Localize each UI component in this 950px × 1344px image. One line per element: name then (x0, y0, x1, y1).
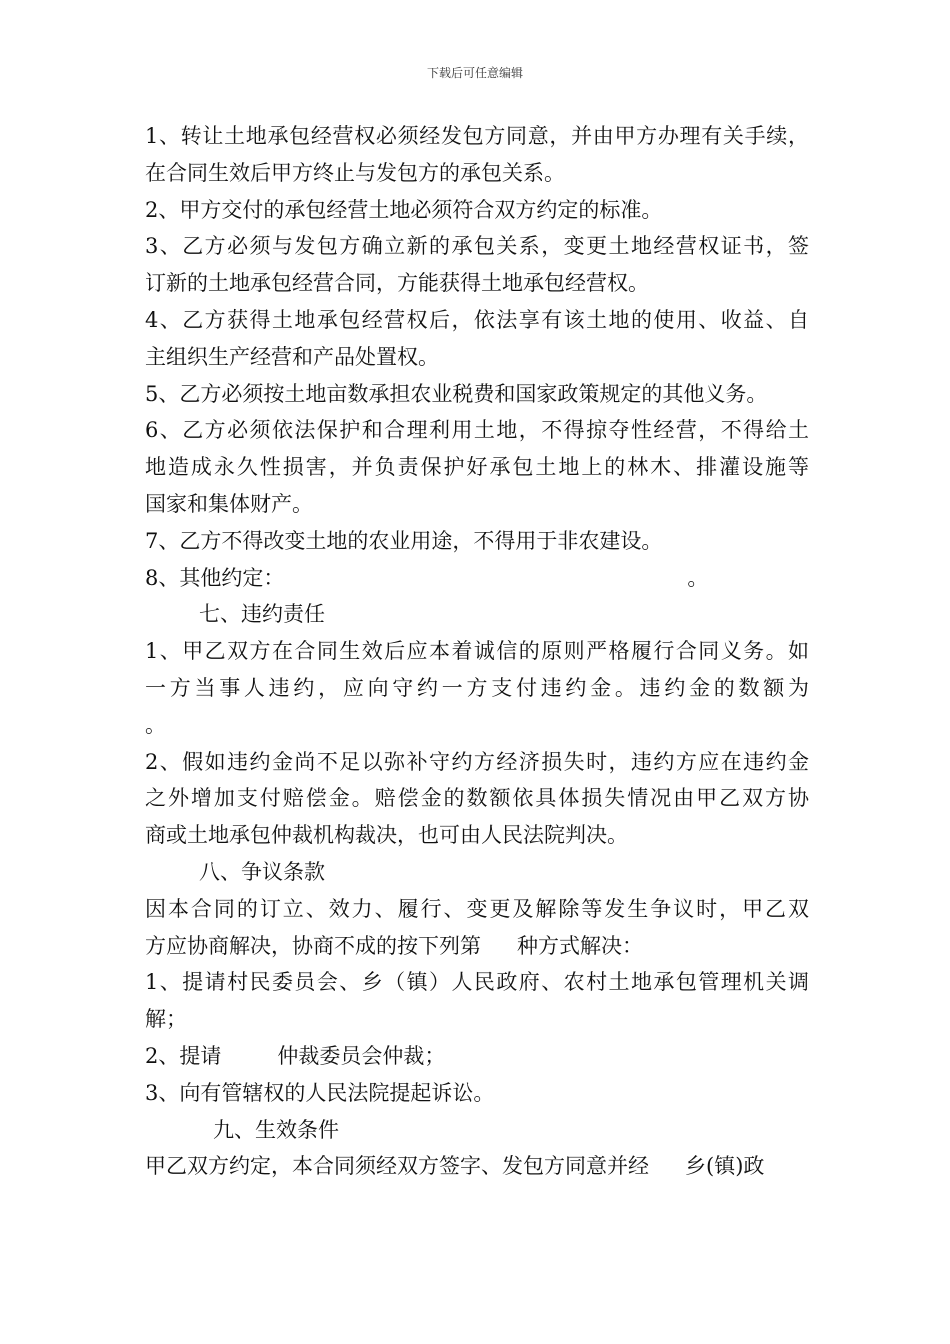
clause-6-8-end: 。 (687, 565, 709, 590)
clause-6-3-line-2: 订新的土地承包经营合同，方能获得土地承包经营权。 (145, 271, 649, 296)
clause-8-1-line-1: 1、提请村民委员会、乡（镇）人民政府、农村土地承包管理机关调 (145, 970, 809, 995)
section-8-intro-line-2 (145, 928, 809, 965)
section-9-part-1: 甲乙双方约定，本合同须经双方签字、发包方同意并经 (145, 1154, 649, 1179)
section-9-line-1 (145, 1148, 809, 1185)
clause-7-1-line-2: 一方当事人违约，应向守约一方支付违约金。违约金的数额为 (145, 675, 809, 700)
clause-6-5: 5、乙方必须按土地亩数承担农业税费和国家政策规定的其他义务。 (145, 381, 768, 406)
clause-8-1-line-2: 解； (145, 1007, 187, 1032)
clause-7-2-line-2: 之外增加支付赔偿金。赔偿金的数额依具体损失情况由甲乙双方协 (145, 786, 809, 811)
section-7-heading: 七、违约责任 (199, 602, 325, 627)
clause-8-2 (145, 1038, 809, 1075)
header-note: 下载后可任意编辑 (426, 66, 523, 80)
clause-6-8-label: 8、其他约定： (145, 565, 285, 590)
section-8-intro-line-1: 因本合同的订立、效力、履行、变更及解除等发生争议时，甲乙双 (145, 896, 809, 921)
clause-8-3: 3、向有管辖权的人民法院提起诉讼。 (145, 1080, 495, 1105)
clause-6-1-line-1: 1、转让土地承包经营权必须经发包方同意，并由甲方办理有关手续， (145, 124, 809, 148)
clause-6-6-line-1: 6、乙方必须依法保护和合理利用土地，不得掠夺性经营，不得给土 (145, 418, 809, 443)
section-8-heading: 八、争议条款 (199, 859, 325, 884)
section-9-part-2: 乡(镇)政 (685, 1154, 765, 1179)
clause-6-1-line-2: 在合同生效后甲方终止与发包方的承包关系。 (145, 160, 565, 185)
clause-7-1-line-3: 。 (145, 712, 166, 737)
clause-6-7: 7、乙方不得改变土地的农业用途，不得用于非农建设。 (145, 528, 663, 553)
clause-6-4-line-1: 4、乙方获得土地承包经营权后，依法享有该土地的使用、收益、自 (145, 307, 809, 332)
clause-6-3-line-1: 3、乙方必须与发包方确立新的承包关系，变更土地经营权证书，签 (145, 234, 809, 259)
clause-8-2-part-2: 仲裁委员会仲裁； (277, 1043, 446, 1068)
section-8-intro-part-2: 种方式解决： (517, 933, 643, 958)
clause-6-6-line-2: 地造成永久性损害，并负责保护好承包土地上的林木、排灌设施等 (145, 455, 809, 480)
clause-6-8 (145, 560, 809, 597)
clause-6-2: 2、甲方交付的承包经营土地必须符合双方约定的标准。 (145, 197, 663, 222)
section-8-intro-part-1: 方应协商解决，协商不成的按下列第 (145, 933, 481, 958)
clause-8-2-part-1: 2、提请 (145, 1043, 222, 1068)
clause-7-2-line-1: 2、假如违约金尚不足以弥补守约方经济损失时，违约方应在违约金 (145, 749, 809, 774)
section-9-heading: 九、生效条件 (213, 1117, 339, 1142)
clause-7-1-line-1: 1、甲乙双方在合同生效后应本着诚信的原则严格履行合同义务。如 (145, 639, 809, 664)
clause-6-6-line-3: 国家和集体财产。 (145, 491, 313, 516)
clause-7-2-line-3: 商或土地承包仲裁机构裁决，也可由人民法院判决。 (145, 823, 628, 848)
document-body (145, 118, 809, 1185)
clause-6-4-line-2: 主组织生产经营和产品处置权。 (145, 344, 439, 369)
